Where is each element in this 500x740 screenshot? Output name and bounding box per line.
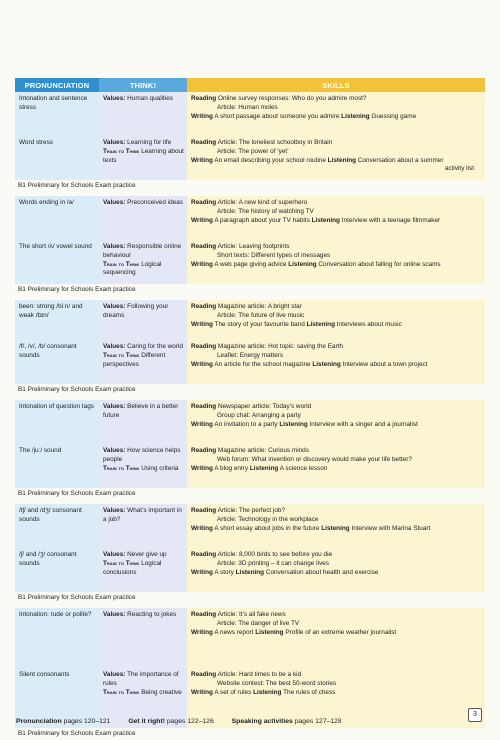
think-cell [99,444,187,488]
train-line [103,261,184,279]
skill-text: Profile of an extreme weather journalist [285,628,397,636]
think-cell [99,196,187,240]
skill-text: Article: Leaving footprints [217,243,290,250]
values-line [103,343,184,352]
skills-line [191,113,482,122]
skills-indent-line: Article: Human moles [217,103,278,111]
exam-practice-note: B1 Preliminary for Schools Exam practice [15,728,485,740]
pronunciation-cell: Word stress [15,136,99,180]
values-line [103,447,184,465]
values-text: How science helps people [103,447,181,463]
unit-block [15,396,485,500]
skill-label: Reading [191,611,217,618]
skills-indent-line: Article: The future of live music [217,311,305,319]
skill-text: Interview about a town project [342,360,428,368]
skills-indent-line: Website contest: The best 50-word stories [217,679,337,687]
pronunciation-cell: The /juː/ sound [15,444,99,488]
skill-label: Reading [191,139,217,146]
train-label: Train to Think [103,351,140,359]
think-cell [99,136,187,180]
skill-label: Reading [191,507,217,514]
skill-label: Writing [191,628,213,636]
skill-label: Writing [191,260,213,268]
skills-line [191,421,482,430]
train-line [103,560,184,578]
exam-practice-note: B1 Preliminary for Schools Exam practice [15,284,485,296]
table-row [15,300,485,340]
header-think: THINK! [99,78,187,92]
think-cell [99,240,187,284]
skills-cell [187,92,485,136]
train-text: Different perspectives [103,351,166,368]
skills-line [191,139,482,148]
skill-text: Interview with a teenage filmmaker [341,216,441,224]
exam-practice-note: B1 Preliminary for Schools Exam practice [15,384,485,396]
skill-label: Listening [311,216,340,224]
unit-block [15,192,485,296]
unit-block [15,92,485,192]
skill-label: Writing [191,524,213,532]
skill-label: Reading [191,671,217,678]
skills-line [191,157,482,166]
think-cell [99,92,187,136]
table-row [15,92,485,136]
think-cell [99,340,187,384]
skills-indent-line: Web forum: What invention or discovery would make your life better? [217,455,412,463]
skill-label: Listening [306,320,335,328]
contents-table [15,78,485,740]
skill-text: Article: The perfect job? [217,507,286,514]
values-label: Values: [103,447,126,454]
skill-label: Writing [191,568,213,576]
train-label: Train to Think [103,260,140,268]
train-line [103,148,184,166]
values-label: Values: [103,343,126,350]
skill-label: Reading [191,95,217,102]
train-text: Logical sequencing [103,260,162,277]
pronunciation-cell: /f/, /v/, /b/ consonant sounds [15,340,99,384]
table-header [15,78,485,92]
skills-indent-line: Article: The power of ‘yet’ [217,147,289,155]
unit-block [15,296,485,396]
train-label: Train to Think [103,688,140,696]
values-line [103,199,184,208]
skills-line [191,361,482,370]
train-text: Logical conclusions [103,559,162,576]
skill-label: Listening [235,568,265,576]
train-text: Learning about texts [103,147,184,164]
values-label: Values: [103,551,126,558]
skills-line [191,243,482,252]
table-row [15,240,485,284]
skills-line [191,403,482,412]
skills-cell [187,504,485,548]
skills-cell [187,240,485,284]
skills-line [191,303,482,312]
values-label: Values: [103,95,126,102]
values-text: Following your dreams [103,303,169,319]
skill-text: A blog entry [214,464,249,472]
table-row [15,196,485,240]
skills-cell [187,340,485,384]
skills-line [191,671,482,680]
values-text: The importance of rules [103,671,179,687]
values-line [103,507,184,525]
skills-indent-line: Short texts: Different types of messages [217,251,331,259]
skill-text: Online survey responses: Who do you admire most? [218,95,367,102]
skill-text: A paragraph about your TV habits [214,216,310,224]
pronunciation-cell: /ʃ/ and /ʒ/ consonant sounds [15,548,99,592]
train-label: Train to Think [103,559,140,567]
skill-label: Listening [321,524,350,532]
values-line [103,95,184,104]
skill-label: Writing [191,112,213,120]
skill-text: Magazine article: A bright star [218,303,302,310]
header-skills: SKILLS [187,78,485,92]
think-cell [99,608,187,668]
skill-text: Newspaper article: Today’s world [218,403,312,410]
skill-text: Magazine article: Curious minds [218,447,309,454]
skill-label: Reading [191,303,217,310]
skills-cell [187,608,485,668]
values-text: Responsible online behaviour [103,243,182,259]
skill-text: A short essay about jobs in the future [214,524,320,532]
values-text: Believe in a better future [103,403,179,419]
train-text: Using criteria [141,464,179,472]
skill-text: Article: 8,000 birds to see before you die [217,551,333,558]
skill-label: Reading [191,551,217,558]
skill-label: Reading [191,403,217,410]
footer [16,718,358,725]
footer-pron-pages: pages 120–121 [63,718,111,725]
skills-line [191,611,482,620]
skill-label: Listening [253,688,282,696]
think-cell [99,548,187,592]
values-label: Values: [103,611,126,618]
values-text: Caring for the world [127,343,183,350]
unit-block [15,500,485,604]
skills-indent-line: Article: 3D printing – it can change lives [217,559,329,567]
values-line [103,403,184,421]
values-line [103,671,184,689]
pronunciation-cell: Intonation: rude or polite? [15,608,99,668]
skills-indent-line: Leaflet: Energy matters [217,351,284,359]
skill-text: A science lesson [279,464,328,472]
skills-indent-line: Article: Technology in the workplace [217,515,319,523]
pronunciation-cell: been: strong /biːn/ and weak /bɪn/ [15,300,99,340]
skill-text: Guessing game [371,112,417,120]
values-line [103,551,184,560]
values-text: Preconceived ideas [127,199,183,206]
skill-text: The story of your favourite band [214,320,305,328]
skills-line [191,569,482,578]
table-row [15,548,485,592]
skills-line [191,217,482,226]
skills-line [191,95,482,104]
skills-cell [187,196,485,240]
exam-practice-note: B1 Preliminary for Schools Exam practice [15,180,485,192]
skill-text: Interviews about music [336,320,402,328]
table-row [15,136,485,180]
pronunciation-cell: Words ending in /ə/ [15,196,99,240]
skill-label: Listening [327,156,357,164]
train-line [103,465,184,474]
skill-text: Magazine article: Hot topic: saving the Earth [218,343,344,350]
think-cell [99,300,187,340]
skills-right-line: activity list [444,165,474,173]
page-number: 3 [468,708,482,722]
values-line [103,611,184,620]
skill-label: Listening [341,112,370,120]
skills-line [191,551,482,560]
skill-text: An email describing your school routine [214,156,326,164]
units-container [15,92,485,740]
train-label: Train to Think [103,147,140,155]
skill-label: Reading [191,199,217,206]
pronunciation-cell: The short /ʌ/ vowel sound [15,240,99,284]
values-label: Values: [103,243,126,250]
skills-line [191,465,482,474]
train-line [103,352,184,370]
header-pronunciation: PRONUNCIATION [15,78,99,92]
values-text: Human qualities [127,95,173,102]
footer-grammar-pages: pages 122–126 [166,718,214,725]
skills-cell [187,136,485,180]
footer-grammar-label: Get it right! [128,718,165,725]
skill-label: Listening [255,628,284,636]
skill-text: The rules of chess [283,688,336,696]
values-line [103,139,184,148]
skills-cell [187,300,485,340]
skill-label: Writing [191,420,213,428]
skill-text: Interview with a singer and a journalist [309,420,418,428]
exam-practice-note: B1 Preliminary for Schools Exam practice [15,592,485,604]
skills-indent-line: Article: The danger of live TV [217,619,300,627]
skill-text: A story [214,568,234,576]
skills-indent-line: Article: The history of watching TV [217,207,314,215]
skill-text: A news report [214,628,254,636]
skill-text: Article: It’s all fake news [217,611,286,618]
skill-text: An invitation to a party [214,420,278,428]
skill-label: Listening [312,360,341,368]
skill-text: Conversation about health and exercise [265,568,379,576]
footer-speaking-pages: pages 127–128 [294,718,342,725]
values-label: Values: [103,403,126,410]
values-label: Values: [103,507,126,514]
values-text: Learning for life [127,139,172,146]
skill-label: Writing [191,360,213,368]
skill-text: A set of rules [214,688,252,696]
pronunciation-cell: Intonation and sentence stress [15,92,99,136]
skills-line [191,321,482,330]
values-label: Values: [103,199,126,206]
values-line [103,243,184,261]
values-text: Never give up [127,551,167,558]
train-label: Train to Think [103,464,140,472]
pronunciation-cell: Intonation of question tags [15,400,99,444]
skill-label: Listening [288,260,317,268]
values-text: Reacting to jokes [127,611,177,618]
values-label: Values: [103,139,126,146]
table-row [15,608,485,668]
values-label: Values: [103,303,126,310]
skill-label: Writing [191,688,213,696]
footer-speaking-label: Speaking activities [231,718,293,725]
skill-text: A web page giving advice [214,260,287,268]
skills-cell [187,400,485,444]
skills-line [191,447,482,456]
pronunciation-cell: Silent consonants [15,668,99,728]
skills-line [191,343,482,352]
skill-text: Interview with Marina Stuart [351,524,431,532]
table-row [15,340,485,384]
skill-text: An article for the school magazine [214,360,311,368]
pronunciation-cell: /tʃ/ and /dʒ/ consonant sounds [15,504,99,548]
skills-line [191,629,482,638]
skill-text: Conversation about falling for online scams [318,260,441,268]
skills-line [191,525,482,534]
skills-line [191,507,482,516]
exam-practice-note: B1 Preliminary for Schools Exam practice [15,488,485,500]
table-row [15,400,485,444]
skills-line [191,689,482,698]
skill-text: Article: A new kind of superhero [217,199,308,206]
skills-line [191,261,482,270]
skill-label: Reading [191,343,217,350]
table-row [15,504,485,548]
think-cell [99,504,187,548]
values-text: What’s important in a job? [103,507,182,523]
skills-line [191,199,482,208]
skills-indent-line: Group chat: Arranging a party [217,411,301,419]
skill-label: Writing [191,320,213,328]
footer-pron-label: Pronunciation [16,718,62,725]
skill-text: Conversation about a summer [357,156,444,164]
skill-label: Reading [191,243,217,250]
skill-label: Writing [191,216,213,224]
skills-cell [187,548,485,592]
skill-text: A short passage about someone you admire [214,112,340,120]
skill-label: Listening [249,464,279,472]
values-label: Values: [103,671,126,678]
values-line [103,303,184,321]
skill-label: Listening [279,420,308,428]
train-text: Being creative [141,688,182,696]
think-cell [99,400,187,444]
skills-cell [187,444,485,488]
skill-label: Writing [191,464,213,472]
train-line [103,689,184,698]
table-row [15,444,485,488]
skill-label: Writing [191,156,213,164]
skill-text: Article: Hard times to be a kid [217,671,302,678]
skill-label: Reading [191,447,217,454]
skill-text: Article: The loneliest schoolboy in Britain [217,139,333,146]
